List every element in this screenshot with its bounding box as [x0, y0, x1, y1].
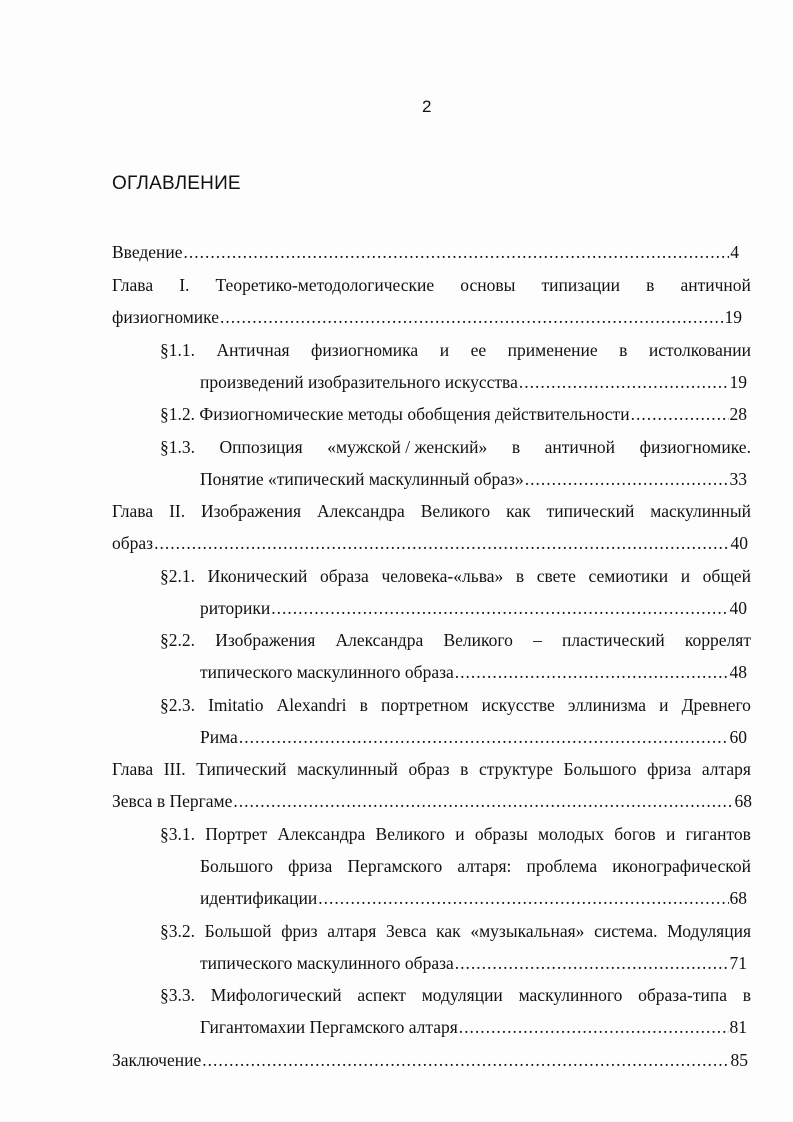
word: алтаря — [701, 759, 751, 779]
word: Большой — [204, 921, 272, 941]
word: в — [511, 437, 521, 457]
word: и — [455, 824, 465, 844]
word: «мужской / женский» — [327, 437, 488, 457]
toc-entry-introduction[interactable] — [112, 241, 739, 263]
toc-entry-chapter-2[interactable] — [112, 500, 751, 522]
word: система. — [594, 921, 658, 941]
toc-entry-section-3-3-cont[interactable] — [200, 1016, 747, 1038]
word: как — [436, 921, 461, 941]
toc-entry-title: идентификации — [200, 888, 318, 908]
word: богов — [614, 824, 656, 844]
toc-entry-section-3-1[interactable] — [160, 823, 751, 845]
word: ее — [470, 340, 487, 360]
word: – — [533, 630, 542, 650]
word: §3.1. — [160, 824, 195, 844]
word: структуре — [479, 759, 553, 779]
word: иконографической — [612, 856, 751, 876]
toc-entry-page: 71 — [729, 953, 747, 973]
word: Глава — [112, 501, 154, 521]
word: II. — [169, 501, 186, 521]
toc-entry-page: 81 — [729, 1017, 747, 1037]
word: §2.1. — [160, 566, 195, 586]
word: пластический — [562, 630, 665, 650]
toc-entry-title: риторики — [200, 598, 271, 618]
toc-entry-page: 28 — [729, 404, 747, 424]
word: в — [646, 275, 655, 295]
word: применение — [507, 340, 598, 360]
word: Большого — [563, 759, 637, 779]
word: проблема — [526, 856, 598, 876]
word: античной — [680, 275, 751, 295]
page-number: 2 — [422, 97, 432, 116]
word: типизации — [541, 275, 620, 295]
word: Великого — [420, 501, 491, 521]
dot-leader — [202, 1049, 729, 1071]
toc-entry-section-3-3[interactable] — [160, 984, 751, 1006]
dot-leader — [318, 887, 728, 909]
word: и — [680, 566, 691, 586]
toc-entry-title: Рима — [200, 727, 238, 747]
word: Большого — [200, 856, 273, 876]
word: Глава — [112, 759, 154, 779]
word: истолковании — [648, 340, 751, 360]
toc-entry-title: типического маскулинного образа — [200, 953, 454, 973]
dot-leader — [154, 532, 729, 554]
toc-entry-title: образ — [112, 533, 154, 553]
toc-entry-page: 68 — [729, 888, 747, 908]
toc-entry-page: 33 — [729, 469, 747, 489]
word: искусстве — [481, 695, 555, 715]
word: маскулинный — [650, 501, 751, 521]
word: типический — [546, 501, 635, 521]
word: Imitatio — [208, 695, 264, 715]
word: в — [460, 759, 469, 779]
toc-entry-section-3-1-line2[interactable] — [200, 855, 751, 877]
toc-entry-title: типического маскулинного образа — [200, 662, 454, 682]
word: §3.3. — [160, 985, 195, 1005]
dot-leader — [525, 468, 729, 490]
dot-leader — [519, 371, 729, 393]
toc-entry-page: 19 — [724, 307, 742, 327]
toc-entry-section-2-2-cont[interactable] — [200, 661, 747, 683]
toc-entry-title: §1.2. Физиогномические методы обобщения действительности — [160, 404, 630, 424]
toc-entry-chapter-1[interactable] — [112, 274, 751, 296]
word: фриз — [281, 921, 318, 941]
toc-entry-chapter-2-cont[interactable] — [112, 532, 748, 554]
word: свете — [536, 566, 576, 586]
dot-leader — [184, 241, 730, 263]
word: в — [742, 985, 751, 1005]
toc-entry-page: 48 — [729, 662, 747, 682]
toc-heading: ОГЛАВЛЕНИЕ — [112, 173, 241, 194]
toc-entry-chapter-3[interactable] — [112, 758, 751, 780]
word: образ — [408, 759, 450, 779]
word: Александра — [277, 824, 366, 844]
word: §2.3. — [160, 695, 195, 715]
word: античной — [544, 437, 616, 457]
toc-entry-section-3-2-cont[interactable] — [200, 952, 747, 974]
word: Alexandri — [276, 695, 347, 715]
toc-entry-page: 68 — [734, 791, 752, 811]
word: Оппозиция — [219, 437, 303, 457]
word: I. — [179, 275, 190, 295]
word: и — [659, 695, 669, 715]
word: Теоретико-методологические — [215, 275, 435, 295]
dot-leader — [631, 403, 729, 425]
word: портретном — [380, 695, 469, 715]
word: образа — [319, 566, 369, 586]
toc-entry-section-1-3-cont[interactable] — [200, 468, 747, 490]
word: молодых — [538, 824, 604, 844]
word: Александра — [335, 630, 424, 650]
word: образа-типа — [638, 985, 727, 1005]
word: семиотики — [588, 566, 669, 586]
word: Изображения — [201, 501, 302, 521]
word: Александра — [317, 501, 405, 521]
dot-leader — [459, 1016, 729, 1038]
word: Великого — [375, 824, 445, 844]
dot-leader — [271, 597, 728, 619]
word: и — [439, 340, 450, 360]
word: общей — [702, 566, 751, 586]
word: Портрет — [205, 824, 268, 844]
word: §1.1. — [160, 340, 195, 360]
toc-entry-page: 40 — [730, 533, 748, 553]
word: Великого — [443, 630, 513, 650]
toc-entry-title: Введение — [112, 242, 183, 262]
toc-entry-section-1-3[interactable] — [160, 436, 751, 458]
word: Античная — [216, 340, 290, 360]
toc-entry-chapter-1-cont[interactable] — [112, 306, 742, 328]
toc-entry-section-3-2[interactable] — [160, 920, 751, 942]
toc-entry-title: произведений изобразительного искусства — [200, 372, 518, 392]
word: Зевса — [386, 921, 427, 941]
toc-entry-section-3-1-cont[interactable] — [200, 887, 747, 909]
word: маскулинного — [518, 985, 623, 1005]
word: человека-«льва» — [381, 566, 504, 586]
word: Глава — [112, 275, 154, 295]
word: III. — [163, 759, 186, 779]
toc-entry-title: Заключение — [112, 1050, 202, 1070]
word: аспект — [357, 985, 406, 1005]
toc-entry-title: Понятие «типический маскулинный образ» — [200, 469, 524, 489]
word: «музыкальная» — [470, 921, 585, 941]
word: Древнего — [681, 695, 751, 715]
word: физиогномике. — [639, 437, 751, 457]
word: гигантов — [685, 824, 751, 844]
toc-entry-page: 4 — [730, 242, 739, 262]
word: Изображения — [215, 630, 316, 650]
toc-entry-section-2-3-cont[interactable] — [200, 726, 747, 748]
word: §2.2. — [160, 630, 195, 650]
toc-entry-title: Зевса в Пергаме — [112, 791, 233, 811]
word: Иконический — [207, 566, 308, 586]
dot-leader — [220, 306, 724, 328]
word: в — [359, 695, 368, 715]
word: коррелят — [684, 630, 751, 650]
toc-entry-page: 19 — [729, 372, 747, 392]
dot-leader — [233, 790, 733, 812]
word: как — [506, 501, 531, 521]
word: Типический — [196, 759, 287, 779]
toc-entry-chapter-3-cont[interactable] — [112, 790, 752, 812]
toc-entry-title: Гигантомахии Пергамского алтаря — [200, 1017, 458, 1037]
dot-leader — [455, 661, 729, 683]
toc-entry-conclusion[interactable] — [112, 1049, 748, 1071]
toc-entry-section-1-2[interactable] — [160, 403, 747, 425]
word: Мифологический — [210, 985, 342, 1005]
toc-entry-page: 85 — [730, 1050, 748, 1070]
word: физиогномика — [311, 340, 419, 360]
word: алтаря — [327, 921, 377, 941]
dot-leader — [455, 952, 729, 974]
dot-leader — [239, 726, 729, 748]
word: основы — [460, 275, 516, 295]
word: Пергамского — [347, 856, 443, 876]
word: в — [619, 340, 628, 360]
word: алтаря: — [457, 856, 512, 876]
word: §3.2. — [160, 921, 195, 941]
toc-entry-section-1-1-cont[interactable] — [200, 371, 747, 393]
toc-entry-section-2-1[interactable] — [160, 565, 751, 587]
toc-entry-section-2-3[interactable] — [160, 694, 751, 716]
word: Модуляция — [667, 921, 751, 941]
toc-entry-page: 40 — [729, 598, 747, 618]
word: модуляции — [421, 985, 503, 1005]
toc-entry-section-2-2[interactable] — [160, 629, 751, 651]
toc-entry-section-2-1-cont[interactable] — [200, 597, 747, 619]
word: §1.3. — [160, 437, 195, 457]
word: и — [665, 824, 676, 844]
word: фриза — [647, 759, 692, 779]
toc-entry-title: физиогномике — [112, 307, 219, 327]
word: эллинизма — [567, 695, 647, 715]
word: в — [515, 566, 525, 586]
toc-entry-section-1-1[interactable] — [160, 339, 751, 361]
toc-entry-page: 60 — [729, 727, 747, 747]
word: образы — [474, 824, 528, 844]
word: маскулинный — [297, 759, 398, 779]
word: фриза — [288, 856, 333, 876]
